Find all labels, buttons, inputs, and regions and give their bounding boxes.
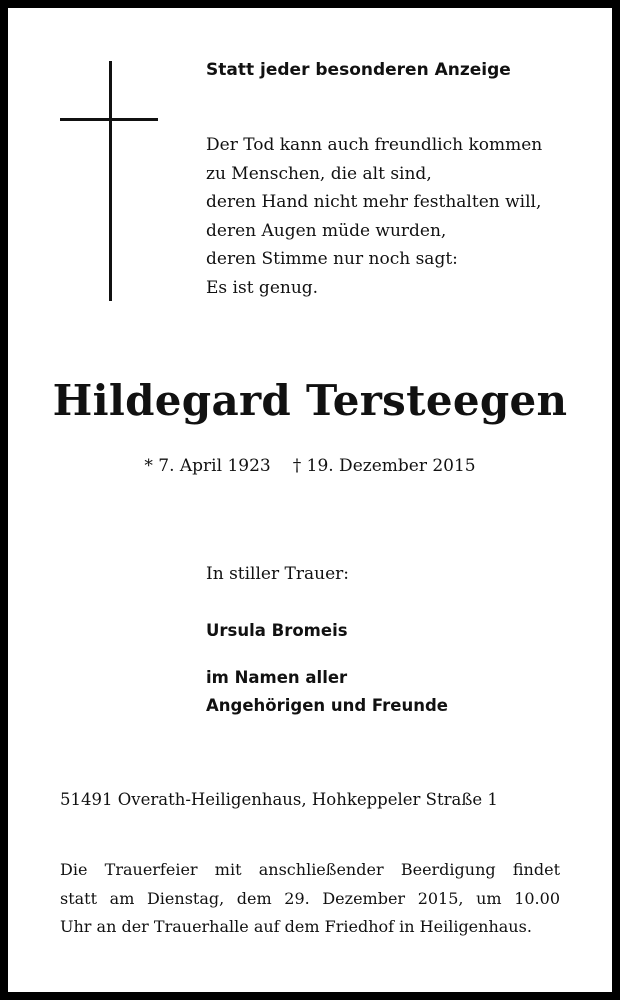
service-line: Uhr an der Trauerhalle auf dem Friedhof in Heiligenhaus.: [60, 917, 532, 936]
poem: [206, 131, 542, 302]
birth-date: * 7. April 1923: [144, 456, 271, 476]
poem-line: deren Hand nicht mehr festhalten will,: [206, 192, 542, 212]
poem-line: zu Menschen, die alt sind,: [206, 163, 432, 184]
cross-vertical-bar: [109, 61, 112, 301]
mourner-name: Ursula Bromeis: [206, 621, 348, 640]
mourning-label: In stiller Trauer:: [206, 564, 349, 584]
mourner-behalf: [206, 664, 448, 720]
behalf-line: Angehörigen und Freunde: [206, 696, 448, 715]
poem-line: Es ist genug.: [206, 277, 319, 298]
service-line: Die Trauerfeier mit anschließender Beerdigung findet: [60, 860, 560, 879]
death-date: † 19. Dezember 2015: [292, 456, 476, 476]
notice-header: Statt jeder besonderen Anzeige: [206, 60, 511, 80]
poem-line: deren Augen müde wurden,: [206, 220, 447, 241]
address: 51491 Overath-Heiligenhaus, Hohkeppeler Straße 1: [60, 790, 498, 809]
service-info: [60, 856, 560, 942]
poem-line: Der Tod kann auch freundlich kommen: [206, 135, 543, 155]
poem-line: deren Stimme nur noch sagt:: [206, 249, 458, 269]
cross-horizontal-bar: [60, 118, 158, 121]
behalf-line: im Namen aller: [206, 668, 348, 687]
deceased-name: Hildegard Tersteegen: [52, 376, 568, 425]
service-line: statt am Dienstag, dem 29. Dezember 2015, um 10.00: [60, 888, 560, 908]
life-dates: [8, 456, 612, 476]
